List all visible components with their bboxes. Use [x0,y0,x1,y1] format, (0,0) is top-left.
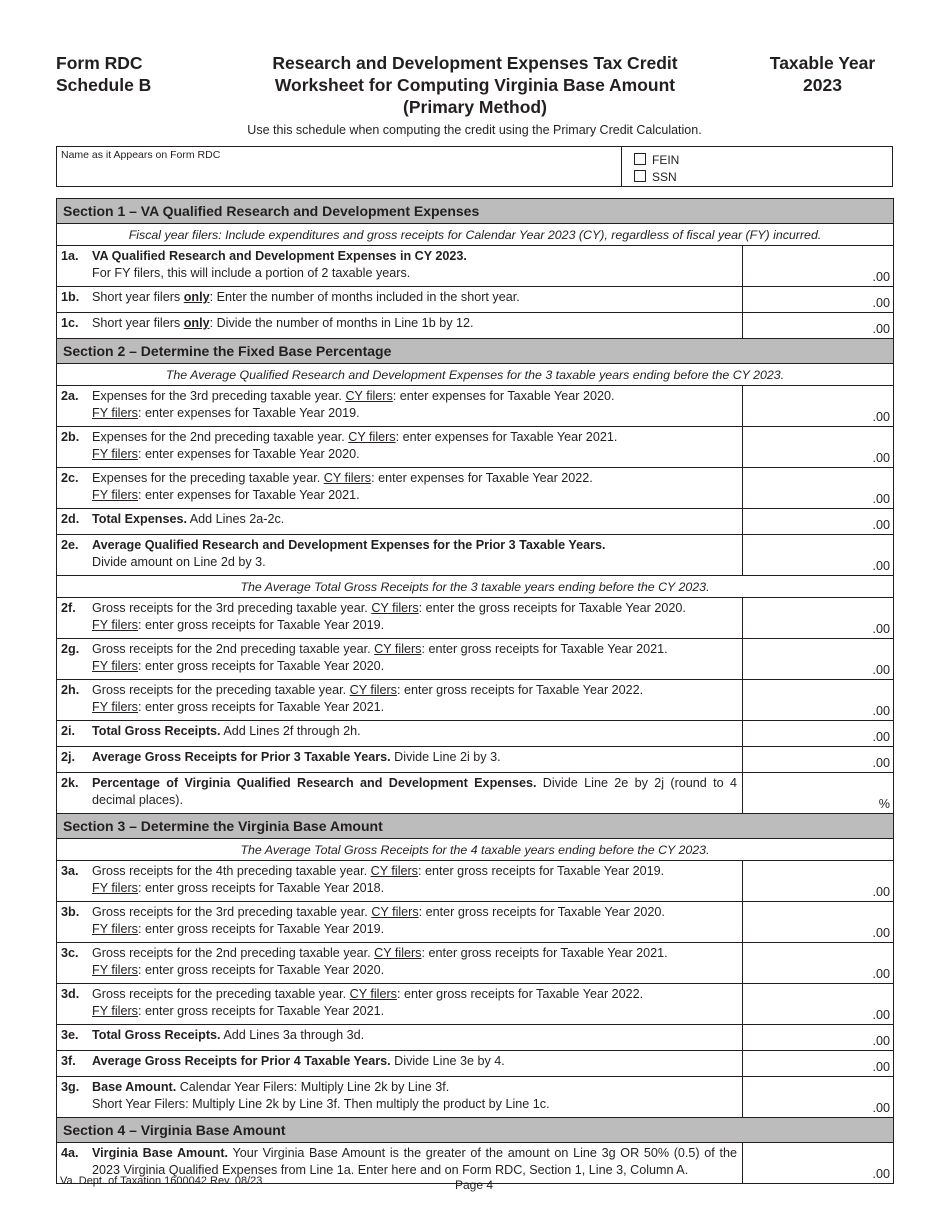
page-number: Page 4 [455,1178,494,1192]
line-text-segment: Total Gross Receipts. [92,1028,221,1042]
line-number: 3b. [61,905,80,919]
amount-suffix: .00 [872,730,890,744]
line-text [92,904,737,937]
line-text-segment: For FY filers, this will include a portion of 2 taxable years. [92,265,411,280]
line-text-segment: : enter expenses for Taxable Year 2020. [392,389,615,403]
amount-suffix: .00 [872,451,890,465]
line-text-segment: Add Lines 3a through 3d. [220,1028,365,1042]
line-text [92,470,737,503]
line-text-segment: : enter gross receipts for Taxable Year 2021. [137,1003,385,1018]
line-text-segment: Expenses for the 2nd preceding taxable year. [92,430,349,444]
line-description [57,535,743,576]
amount-field[interactable] [743,1025,894,1051]
line-description [57,639,743,680]
amount-suffix: .00 [872,270,890,284]
line-description [57,509,743,535]
line-text-segment: CY filers [348,430,396,444]
amount-field[interactable] [743,747,894,773]
line-item-row [57,943,894,984]
line-item-row [57,509,894,535]
line-description [57,287,743,313]
taxable-year-label: Taxable Year [769,53,876,73]
line-text-segment: : enter expenses for Taxable Year 2021. [137,487,360,502]
line-text-segment: CY filers [323,471,372,485]
amount-field[interactable] [743,535,894,576]
line-description [57,984,743,1025]
section-header [57,339,894,364]
amount-field[interactable] [743,639,894,680]
line-description [57,1025,743,1051]
amount-suffix: .00 [872,518,890,532]
line-text [92,429,737,462]
line-text-segment: VA Qualified Research and Development Expenses in CY 2023. [92,249,467,263]
line-item-row [57,468,894,509]
line-text-segment: : enter expenses for Taxable Year 2019. [137,405,360,420]
line-text-segment: : enter gross receipts for Taxable Year 2022. [396,683,644,697]
line-number: 2k. [61,776,79,790]
amount-field[interactable] [743,984,894,1025]
line-item-row [57,773,894,814]
line-item-row [57,313,894,339]
amount-suffix: .00 [872,967,890,981]
line-text [92,1079,737,1112]
line-text-segment: : Enter the number of months included in the short year. [209,290,520,304]
line-text [92,986,737,1019]
form-title [200,52,750,118]
section-note [57,839,894,861]
line-text-segment: : enter gross receipts for Taxable Year 2019. [417,864,665,878]
section-header [57,814,894,839]
fein-label: FEIN [652,153,680,167]
amount-field[interactable] [743,1143,894,1184]
line-text-segment: : enter expenses for Taxable Year 2022. [371,471,593,485]
line-description [57,598,743,639]
line-text-segment: Your Virginia Base Amount is the greater of the amount on Line 3g OR 50% (0.5) of the 2023 Virginia Qualified Expenses from Line 1a. Enter here and on Form RDC, Section 1, Line 3, Column A. [92,1146,737,1177]
line-text [92,1145,737,1178]
title-line-1: Research and Development Expenses Tax Credit [272,53,678,73]
amount-field[interactable] [743,427,894,468]
line-text-segment: Expenses for the preceding taxable year. [92,471,324,485]
amount-suffix: .00 [872,1008,890,1022]
line-description [57,773,743,814]
amount-field[interactable] [743,943,894,984]
line-description [57,902,743,943]
line-text-segment: FY filers [92,921,138,936]
line-description [57,680,743,721]
line-text-segment: Short Year Filers: Multiply Line 2k by Line 3f. Then multiply the product by Line 1c. [92,1096,550,1111]
amount-field[interactable] [743,773,894,814]
line-item-row [57,639,894,680]
amount-field[interactable] [743,386,894,427]
line-text-segment: CY filers [370,864,418,878]
amount-suffix: % [878,797,890,811]
line-text-segment: Average Qualified Research and Development Expenses for the Prior 3 Taxable Years. [92,538,606,552]
line-text [92,641,737,674]
line-text-segment: : Divide the number of months in Line 1b by 12. [209,316,474,330]
line-text-segment: Gross receipts for the 4th preceding taxable year. [92,864,371,878]
line-text [92,1053,737,1070]
title-line-3: (Primary Method) [403,97,547,117]
line-text [92,315,737,332]
fein-checkbox[interactable] [634,153,646,165]
ssn-label: SSN [652,170,677,184]
id-type [622,147,691,186]
amount-suffix: .00 [872,704,890,718]
amount-suffix: .00 [872,756,890,770]
line-item-row [57,721,894,747]
amount-field[interactable] [743,1077,894,1118]
line-number: 3c. [61,946,79,960]
line-number: 1c. [61,316,79,330]
line-text-segment: CY filers [371,601,419,615]
section-header [57,1118,894,1143]
line-item-row [57,386,894,427]
line-text-segment: FY filers [92,658,138,673]
line-item-row [57,1077,894,1118]
note-text: The Average Total Gross Receipts for the 3 taxable years ending before the CY 2023. [57,576,894,598]
line-text-segment: : enter expenses for Taxable Year 2020. [137,446,360,461]
form-id [56,52,151,96]
line-text-segment: FY filers [92,617,138,632]
amount-suffix: .00 [872,322,890,336]
line-text-segment: Calendar Year Filers: Multiply Line 2k by Line 3f. [176,1080,450,1094]
title-line-2: Worksheet for Computing Virginia Base Amount [274,75,676,95]
line-text-segment: FY filers [92,880,138,895]
line-text-segment: : enter gross receipts for Taxable Year 2021. [421,642,668,656]
line-text-segment: FY filers [92,699,138,714]
line-text-segment: Total Expenses. [92,512,187,526]
line-item-row [57,598,894,639]
line-item-row [57,861,894,902]
line-description [57,943,743,984]
line-text-segment: FY filers [92,487,138,502]
line-description [57,386,743,427]
line-text-segment: : enter gross receipts for Taxable Year 2020. [137,962,385,977]
line-text-segment: CY filers [374,946,422,960]
line-text-segment: Short year filers [92,316,184,330]
line-text [92,388,737,421]
line-text-segment: Divide Line 2e by 2j (round to 4 decimal places). [92,776,737,807]
line-text [92,945,737,978]
line-description [57,1051,743,1077]
section-note [57,364,894,386]
ssn-checkbox[interactable] [634,170,646,182]
line-text-segment: : enter gross receipts for Taxable Year 2021. [421,946,668,960]
line-description [57,313,743,339]
line-text-segment: Short year filers [92,290,184,304]
line-text-segment: CY filers [345,389,393,403]
line-text [92,863,737,896]
name-field-label: Name as it Appears on Form RDC [61,149,221,161]
line-number: 3d. [61,987,80,1001]
line-item-row [57,427,894,468]
line-text [92,511,737,528]
line-text-segment: : enter gross receipts for Taxable Year 2020. [137,658,385,673]
line-number: 1a. [61,249,79,263]
form-name: Form RDC [56,53,143,73]
line-description [57,468,743,509]
line-text [92,248,737,281]
line-text-segment: FY filers [92,405,138,420]
line-description [57,1077,743,1118]
section-title: Section 2 – Determine the Fixed Base Percentage [57,339,894,364]
line-number: 3f. [61,1054,76,1068]
line-text [92,682,737,715]
amount-suffix: .00 [872,1101,890,1115]
line-text-segment: Gross receipts for the preceding taxable year. [92,987,350,1001]
amount-field[interactable] [743,902,894,943]
taxable-year-value: 2023 [803,75,842,95]
line-text-segment: Add Lines 2a-2c. [186,512,285,526]
note-text: The Average Qualified Research and Development Expenses for the 3 taxable years ending before the CY 2023. [57,364,894,386]
line-text-segment: Divide amount on Line 2d by 3. [92,554,266,569]
line-text-segment: CY filers [374,642,422,656]
footer-agency: Va. Dept. of Taxation 1600042 Rev. 08/23 [60,1175,263,1187]
line-item-row [57,747,894,773]
amount-suffix: .00 [872,663,890,677]
line-item-row [57,535,894,576]
line-number: 2j. [61,750,76,764]
fein-option[interactable] [634,152,679,169]
line-text-segment: CY filers [349,987,397,1001]
line-text-segment: CY filers [349,683,397,697]
amount-field[interactable] [743,313,894,339]
line-text [92,537,737,570]
amount-suffix: .00 [872,1167,890,1181]
amount-suffix: .00 [872,559,890,573]
note-text: Fiscal year filers: Include expenditures and gross receipts for Calendar Year 2023 (CY), regardless of fiscal year (FY) incurred. [57,224,894,246]
line-text-segment: CY filers [371,905,419,919]
line-number: 1b. [61,290,80,304]
name-field[interactable] [57,147,622,186]
line-number: 2g. [61,642,80,656]
schedule-name: Schedule B [56,75,152,95]
section-header [57,199,894,224]
line-text-segment: Gross receipts for the 2nd preceding taxable year. [92,946,375,960]
line-item-row [57,246,894,287]
amount-field[interactable] [743,721,894,747]
amount-field[interactable] [743,287,894,313]
line-text-segment: : enter gross receipts for Taxable Year 2021. [137,699,385,714]
line-text-segment: Base Amount. [92,1080,177,1094]
line-text-segment: only [183,316,210,330]
note-text: The Average Total Gross Receipts for the 4 taxable years ending before the CY 2023. [57,839,894,861]
line-text-segment: : enter gross receipts for Taxable Year 2019. [137,617,385,632]
line-text-segment: Gross receipts for the 2nd preceding taxable year. [92,642,375,656]
line-item-row [57,902,894,943]
line-text-segment: Virginia Base Amount. [92,1146,229,1160]
line-text-segment: : enter expenses for Taxable Year 2021. [395,430,618,444]
line-description [57,246,743,287]
line-item-row [57,1051,894,1077]
line-description [57,721,743,747]
line-text-segment: Percentage of Virginia Qualified Research and Development Expenses. [92,776,537,790]
line-number: 3e. [61,1028,79,1042]
line-text-segment: Average Gross Receipts for Prior 4 Taxable Years. [92,1054,391,1068]
section-note [57,576,894,598]
section-title: Section 1 – VA Qualified Research and Development Expenses [57,199,894,224]
line-text-segment: Gross receipts for the 3rd preceding taxable year. [92,905,372,919]
amount-field[interactable] [743,1051,894,1077]
line-text-segment: only [183,290,210,304]
amount-suffix: .00 [872,926,890,940]
amount-field[interactable] [743,246,894,287]
line-text-segment: Expenses for the 3rd preceding taxable year. [92,389,346,403]
line-number: 3a. [61,864,79,878]
amount-field[interactable] [743,509,894,535]
line-number: 2b. [61,430,80,444]
line-text-segment: Divide Line 3e by 4. [390,1054,505,1068]
line-text [92,749,737,766]
line-text-segment: FY filers [92,1003,138,1018]
line-text-segment: : enter the gross receipts for Taxable Year 2020. [418,601,686,615]
amount-field[interactable] [743,468,894,509]
section-note [57,224,894,246]
instructions: Use this schedule when computing the credit using the Primary Credit Calculation. [247,123,702,137]
section-title: Section 4 – Virginia Base Amount [57,1118,894,1143]
line-number: 3g. [61,1080,80,1094]
section-title: Section 3 – Determine the Virginia Base Amount [57,814,894,839]
line-text-segment: Gross receipts for the 3rd preceding taxable year. [92,601,372,615]
amount-suffix: .00 [872,1060,890,1074]
line-number: 2e. [61,538,79,552]
line-text-segment: FY filers [92,446,138,461]
line-text-segment: Divide Line 2i by 3. [390,750,501,764]
line-number: 2i. [61,724,76,738]
line-text-segment: Add Lines 2f through 2h. [220,724,361,738]
line-number: 2h. [61,683,80,697]
line-number: 4a. [61,1146,79,1160]
line-text-segment: : enter gross receipts for Taxable Year 2020. [418,905,665,919]
line-description [57,861,743,902]
line-text-segment: : enter gross receipts for Taxable Year 2018. [137,880,385,895]
line-text [92,775,737,808]
amount-field[interactable] [743,861,894,902]
worksheet-table [56,198,894,1184]
amount-field[interactable] [743,598,894,639]
line-text-segment: FY filers [92,962,138,977]
amount-suffix: .00 [872,622,890,636]
name-box [56,146,893,187]
line-item-row [57,1025,894,1051]
line-text-segment: Average Gross Receipts for Prior 3 Taxable Years. [92,750,391,764]
line-text-segment: Total Gross Receipts. [92,724,221,738]
line-number: 2c. [61,471,79,485]
line-description [57,747,743,773]
line-number: 2d. [61,512,80,526]
taxable-year [745,52,900,96]
line-item-row [57,287,894,313]
amount-suffix: .00 [872,492,890,506]
line-text [92,1027,737,1044]
line-text-segment: : enter gross receipts for Taxable Year 2022. [396,987,644,1001]
amount-field[interactable] [743,680,894,721]
line-item-row [57,984,894,1025]
line-text-segment: : enter gross receipts for Taxable Year 2019. [137,921,385,936]
amount-suffix: .00 [872,410,890,424]
line-text [92,289,737,306]
line-number: 2f. [61,601,76,615]
line-text [92,600,737,633]
line-text [92,723,737,740]
line-number: 2a. [61,389,79,403]
line-description [57,427,743,468]
amount-suffix: .00 [872,1034,890,1048]
line-text-segment: Gross receipts for the preceding taxable year. [92,683,350,697]
amount-suffix: .00 [872,296,890,310]
amount-suffix: .00 [872,885,890,899]
line-item-row [57,680,894,721]
ssn-option[interactable] [634,169,679,186]
